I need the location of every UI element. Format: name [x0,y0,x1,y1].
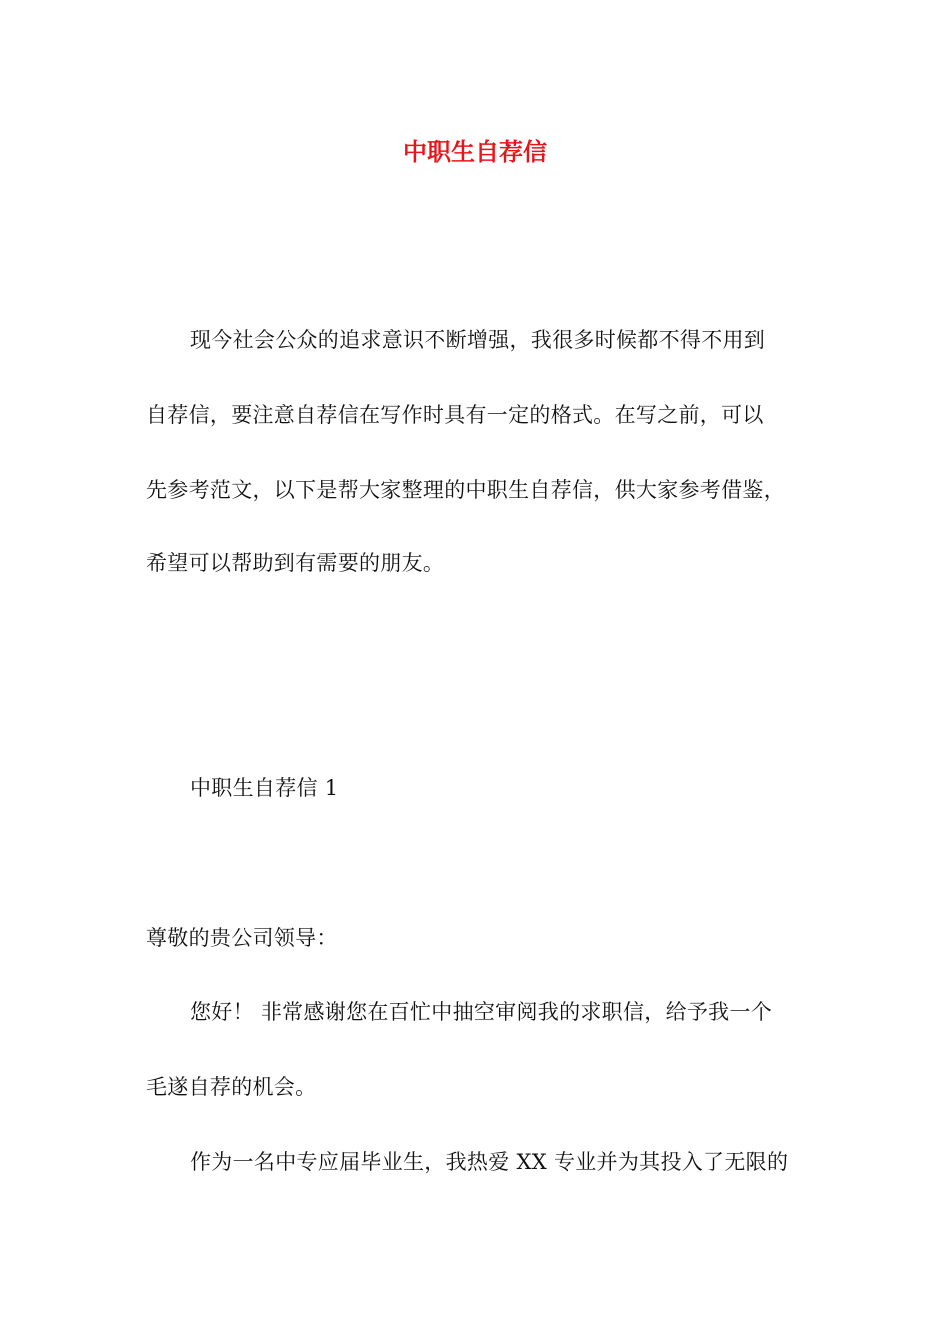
intro-line-1: 现今社会公众的追求意识不断增强，我很多时候都不得不用到 [190,328,766,352]
document-title: 中职生自荐信 [403,137,547,166]
intro-line-3: 先参考范文，以下是帮大家整理的中职生自荐信，供大家参考借鉴， [146,478,785,502]
intro-line-2: 自荐信，要注意自荐信在写作时具有一定的格式。在写之前，可以 [146,403,764,427]
section-heading: 中职生自荐信 1 [190,776,339,800]
salutation: 尊敬的贵公司领导： [146,926,338,950]
body-line-3: 作为一名中专应届毕业生，我热爱 XX 专业并为其投入了无限的 [190,1150,789,1174]
body-line-1: 您好！ 非常感谢您在百忙中抽空审阅我的求职信，给予我一个 [190,1000,773,1024]
intro-line-4: 希望可以帮助到有需要的朋友。 [146,551,445,575]
body-line-2: 毛遂自荐的机会。 [146,1075,317,1099]
